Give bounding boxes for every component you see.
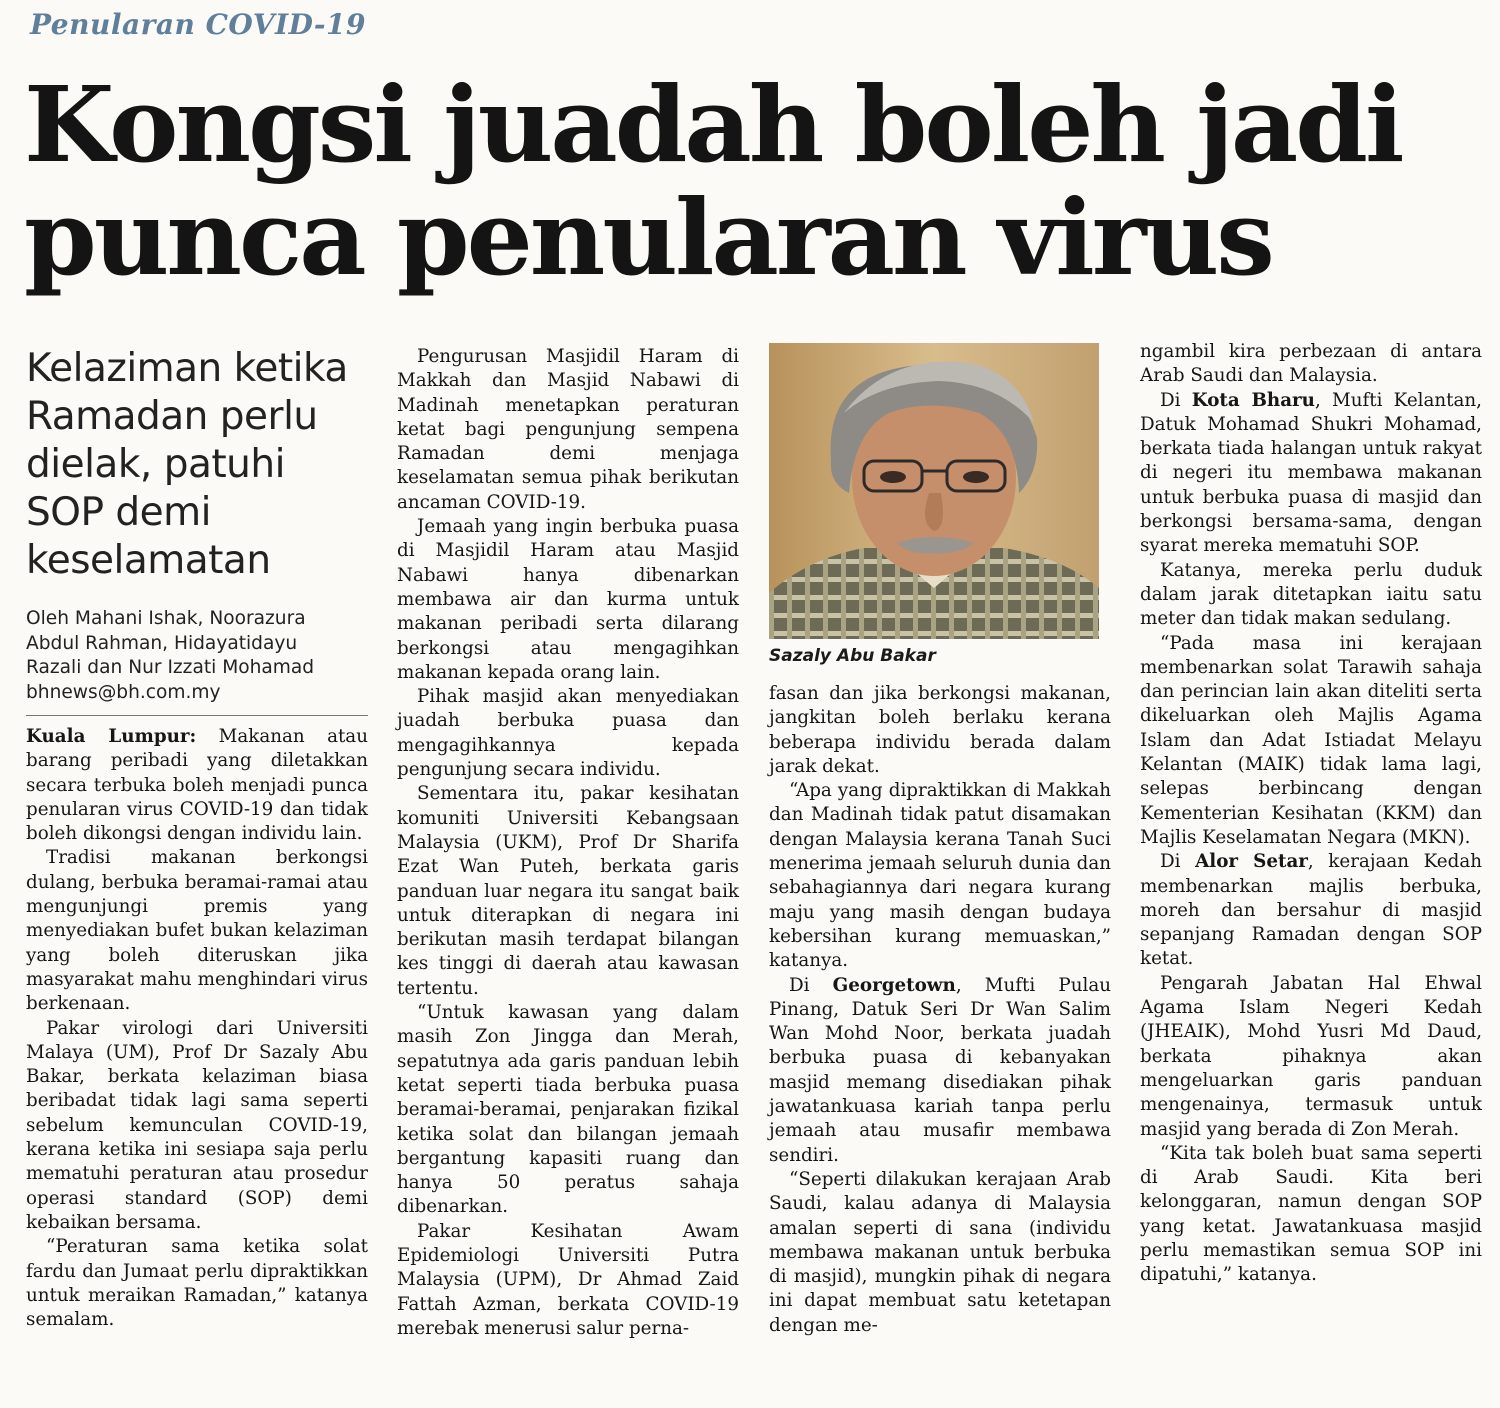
paragraph: “Kita tak boleh buat sama seperti di Arab Saudi. Kita beri kelonggaran, namun dengan SOP yang ketat. Jawatankuasa masjid perlu memastikan semua SOP ini dipatuhi,” katanya. — [1140, 1142, 1482, 1286]
paragraph: Pengurusan Masjidil Haram di Makkah dan Masjid Nabawi di Madinah menetapkan peraturan ketat bagi pengunjung sempena Ramadan demi menjaga keselamatan semua pihak berikutan ancaman COVID-19. — [397, 346, 739, 513]
paragraph: Tradisi makanan berkongsi dulang, berbuka beramai-ramai atau mengunjungi premis yang menyediakan bufet bukan kelaziman yang boleh diteruskan jika masyarakat mahu menghindari virus berkenaan. — [26, 847, 368, 1015]
paragraph-text: , kerajaan Kedah membenarkan majlis berbuka, moreh dan bersahur di masjid sepanjang Ramadan dengan SOP ketat. — [1140, 851, 1482, 970]
paragraph: Sementara itu, pakar kesihatan komuniti Universiti Kebangsaan Malaysia (UKM), Prof Dr Sharifa Ezat Wan Puteh, berkata garis panduan luar negara itu sangat baik untuk diterapkan di negara ini berikutan masih terdapat bilangan kes tinggi di daerah atau kawasan tertentu. — [397, 783, 739, 999]
paragraph: Pihak masjid akan menyediakan juadah berbuka puasa dan mengagihkannya kepada pengunjung secara individu. — [397, 686, 739, 781]
paragraph: fasan dan jika berkongsi makanan, jangkitan boleh berlaku kerana beberapa individu berada dalam jarak dekat. — [769, 683, 1111, 777]
place-keyword: Kota Bharu — [1191, 389, 1315, 411]
deck-line: SOP demi — [26, 490, 211, 535]
paragraph: “Pada masa ini kerajaan membenarkan solat Tarawih sahaja dan perincian lain akan diteliti serta dikeluarkan oleh Majlis Agama Islam dan Adat Istiadat Melayu Kelantan (MAIK) tidak lama lagi, selepas berbincang dengan Kementerian Kesihatan (KKM) dan Majlis Keselamatan Negara (MKN). — [1140, 632, 1482, 848]
paragraph: ngambil kira perbezaan di antara Arab Saudi dan Malaysia. — [1140, 341, 1482, 387]
paragraph-text: , Mufti Kelantan, Datuk Mohamad Shukri Mohamad, berkata tiada halangan untuk rakyat di negeri itu membawa makanan untuk berbuka puasa di masjid dan berkongsi bersama-sama, dengan syarat mereka mematuhi SOP. — [1140, 389, 1482, 557]
paragraph — [26, 725, 368, 846]
byline-line: Abdul Rahman, Hidayatidayu — [26, 632, 298, 654]
deck-line: dielak, patuhi — [26, 442, 285, 487]
headline — [24, 63, 1484, 299]
byline — [26, 607, 368, 705]
byline-line: Razali dan Nur Izzati Mohamad — [26, 657, 315, 678]
portrait-photo — [769, 343, 1099, 639]
headline-line-1: Kongsi juadah boleh jadi — [24, 63, 1402, 186]
paragraph-text: Di — [1160, 389, 1181, 411]
paragraph: “Untuk kawasan yang dalam masih Zon Jingga dan Merah, sepatutnya ada garis panduan lebih ketat seperti tiada berbuka puasa beramai-beramai, penjarakan fizikal ketika solat dan bilangan jemaah bergantung kapasiti ruang dan hanya 50 peratus sahaja dibenarkan. — [397, 1002, 739, 1218]
paragraph — [1140, 850, 1482, 971]
column-1 — [26, 345, 368, 1332]
divider — [26, 715, 368, 716]
paragraph — [769, 974, 1111, 1168]
paragraph: Jemaah yang ingin berbuka puasa di Masjidil Haram atau Masjid Nabawi hanya dibenarkan membawa air dan kurma untuk makanan peribadi serta dilarang berkongsi atau mengagihkan makanan kepada orang lain. — [397, 516, 739, 683]
deck-subheadline — [26, 345, 368, 585]
column-4 — [1140, 340, 1482, 1288]
paragraph: Katanya, mereka perlu duduk dalam jarak ditetapkan iaitu satu meter dan tidak makan sedulang. — [1140, 559, 1482, 630]
column-3 — [769, 682, 1111, 1338]
deck-line: Kelaziman ketika — [26, 346, 348, 391]
paragraph: “Seperti dilakukan kerajaan Arab Saudi, kalau adanya di Malaysia amalan seperti di sana (individu membawa makanan untuk berbuka di masjid), mungkin pihak di negara ini dapat membuat satu ketetapan dengan me- — [769, 1168, 1111, 1336]
paragraph: Pakar virologi dari Universiti Malaya (UM), Prof Dr Sazaly Abu Bakar, berkata kelaziman biasa beribadat tidak lagi sama seperti sebelum kemunculan COVID-19, kerana ketika ini sesiapa saja perlu mematuhi peraturan atau prosedur operasi standard (SOP) demi kebaikan bersama. — [26, 1017, 368, 1233]
paragraph: Pengarah Jabatan Hal Ehwal Agama Islam Negeri Kedah (JHEAIK), Mohd Yusri Md Daud, berkata pihaknya akan mengeluarkan garis panduan mengenainya, termasuk untuk masjid yang berada di Zon Merah. — [1140, 972, 1482, 1140]
dateline: Kuala Lumpur: — [26, 726, 197, 747]
photo-caption: Sazaly Abu Bakar — [769, 646, 936, 666]
paragraph-text: Di — [789, 974, 810, 996]
portrait-illustration — [769, 343, 1099, 639]
deck-line: Ramadan perlu — [26, 394, 318, 439]
paragraph-text: Makanan atau barang peribadi yang diletakkan secara terbuka boleh menjadi punca penularan virus COVID-19 dan tidak boleh dikongsi dengan individu lain. — [26, 726, 368, 845]
paragraph — [1140, 389, 1482, 559]
paragraph: “Peraturan sama ketika solat fardu dan Jumaat perlu dipraktikkan untuk meraikan Ramadan,” katanya semalam. — [26, 1236, 368, 1331]
paragraph: “Apa yang dipraktikkan di Makkah dan Madinah tidak patut disamakan dengan Malaysia kerana Tanah Suci menerima jemaah seluruh dunia dan sebahagiannya dari negara kurang maju yang masih dengan budaya kebersihan kurang memuaskan,” katanya. — [769, 780, 1111, 972]
paragraph-text: Di — [1160, 851, 1181, 873]
headline-line-2: punca penularan virus — [24, 176, 1272, 299]
section-kicker: Penularan COVID-19 — [30, 8, 367, 41]
byline-line: Oleh Mahani Ishak, Noorazura — [26, 608, 306, 629]
deck-line: keselamatan — [26, 538, 271, 583]
paragraph: Pakar Kesihatan Awam Epidemiologi Universiti Putra Malaysia (UPM), Dr Ahmad Zaid Fattah Azman, berkata COVID-19 merebak menerusi salur perna- — [397, 1220, 739, 1339]
place-keyword: Alor Setar — [1195, 851, 1308, 873]
place-keyword: Georgetown — [832, 974, 956, 996]
column-2 — [397, 345, 739, 1341]
byline-email[interactable]: bhnews@bh.com.my — [26, 681, 221, 703]
paragraph-text: , Mufti Pulau Pinang, Datuk Seri Dr Wan Salim Wan Mohd Noor, berkata juadah berbuka puasa di kebanyakan masjid memang disediakan pihak jawatankuasa kariah tanpa perlu jemaah atau musafir membawa sendiri. — [769, 974, 1111, 1166]
